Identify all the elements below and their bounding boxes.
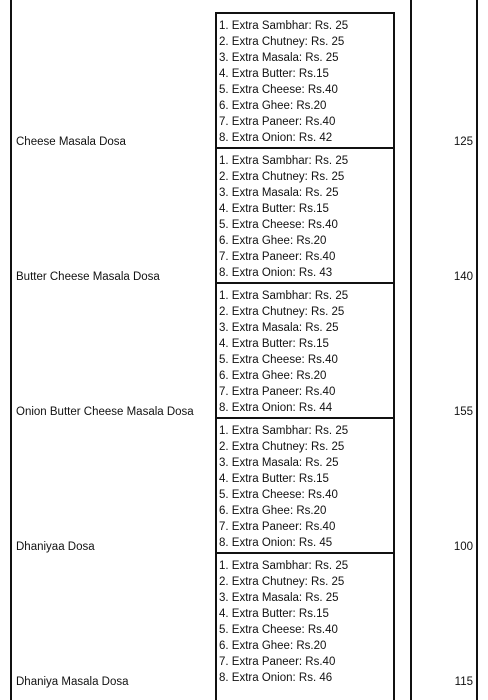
table-row	[0, 14, 488, 149]
extra-item: 3. Extra Masala: Rs. 25	[219, 52, 339, 64]
extra-item: 2. Extra Chutney: Rs. 25	[219, 306, 345, 318]
extra-item: 5. Extra Cheese: Rs.40	[219, 354, 338, 366]
extras-list	[219, 558, 391, 686]
extra-item: 4. Extra Butter: Rs.15	[219, 338, 329, 350]
extra-item: 8. Extra Onion: Rs. 43	[219, 267, 333, 279]
extra-item: 4. Extra Butter: Rs.15	[219, 68, 329, 80]
extra-item: 3. Extra Masala: Rs. 25	[219, 322, 339, 334]
extra-item: 7. Extra Paneer: Rs.40	[219, 521, 336, 533]
extra-item: 2. Extra Chutney: Rs. 25	[219, 171, 345, 183]
extra-item: 7. Extra Paneer: Rs.40	[219, 116, 336, 128]
extra-item: 3. Extra Masala: Rs. 25	[219, 457, 339, 469]
extra-item: 1. Extra Sambhar: Rs. 25	[219, 20, 349, 32]
extra-item: 5. Extra Cheese: Rs.40	[219, 489, 338, 501]
extra-item: 6. Extra Ghee: Rs.20	[219, 235, 327, 247]
dish-name: Cheese Masala Dosa	[16, 136, 126, 148]
extras-list	[219, 153, 391, 281]
dish-price: 125	[453, 136, 473, 148]
extra-item: 2. Extra Chutney: Rs. 25	[219, 441, 345, 453]
extra-item: 3. Extra Masala: Rs. 25	[219, 592, 339, 604]
extra-item: 2. Extra Chutney: Rs. 25	[219, 576, 345, 588]
extra-item: 7. Extra Paneer: Rs.40	[219, 251, 336, 263]
table-row	[0, 419, 488, 554]
extras-list	[219, 423, 391, 551]
extra-item: 7. Extra Paneer: Rs.40	[219, 656, 336, 668]
dish-name: Butter Cheese Masala Dosa	[16, 271, 160, 283]
table-row	[0, 149, 488, 284]
extras-list	[219, 18, 391, 146]
extra-item: 4. Extra Butter: Rs.15	[219, 608, 329, 620]
extra-item: 3. Extra Masala: Rs. 25	[219, 187, 339, 199]
extra-item: 1. Extra Sambhar: Rs. 25	[219, 290, 349, 302]
extra-item: 4. Extra Butter: Rs.15	[219, 473, 329, 485]
extra-item: 2. Extra Chutney: Rs. 25	[219, 36, 345, 48]
extra-item: 6. Extra Ghee: Rs.20	[219, 370, 327, 382]
extra-item: 5. Extra Cheese: Rs.40	[219, 84, 338, 96]
dish-price: 115	[454, 676, 473, 688]
extra-item: 8. Extra Onion: Rs. 44	[219, 402, 333, 414]
dish-name: Dhaniya Masala Dosa	[16, 676, 129, 688]
extra-item: 5. Extra Cheese: Rs.40	[219, 219, 338, 231]
dish-name: Dhaniyaa Dosa	[16, 541, 95, 553]
extra-item: 5. Extra Cheese: Rs.40	[219, 624, 338, 636]
extra-item: 4. Extra Butter: Rs.15	[219, 203, 329, 215]
extra-item: 8. Extra Onion: Rs. 46	[219, 672, 333, 684]
extra-item: 1. Extra Sambhar: Rs. 25	[219, 155, 349, 167]
extra-item: 8. Extra Onion: Rs. 42	[219, 132, 333, 144]
dish-price: 100	[453, 541, 473, 553]
extra-item: 6. Extra Ghee: Rs.20	[219, 640, 327, 652]
dish-name: Onion Butter Cheese Masala Dosa	[16, 406, 194, 418]
extra-item: 6. Extra Ghee: Rs.20	[219, 100, 327, 112]
table-row	[0, 284, 488, 419]
dish-price: 140	[453, 271, 473, 283]
dish-price: 155	[453, 406, 473, 418]
extra-item: 1. Extra Sambhar: Rs. 25	[219, 425, 349, 437]
extra-item: 1. Extra Sambhar: Rs. 25	[219, 560, 349, 572]
extras-list	[219, 288, 391, 416]
extra-item: 8. Extra Onion: Rs. 45	[219, 537, 333, 549]
table-row	[0, 554, 488, 689]
extra-item: 7. Extra Paneer: Rs.40	[219, 386, 336, 398]
extra-item: 6. Extra Ghee: Rs.20	[219, 505, 327, 517]
